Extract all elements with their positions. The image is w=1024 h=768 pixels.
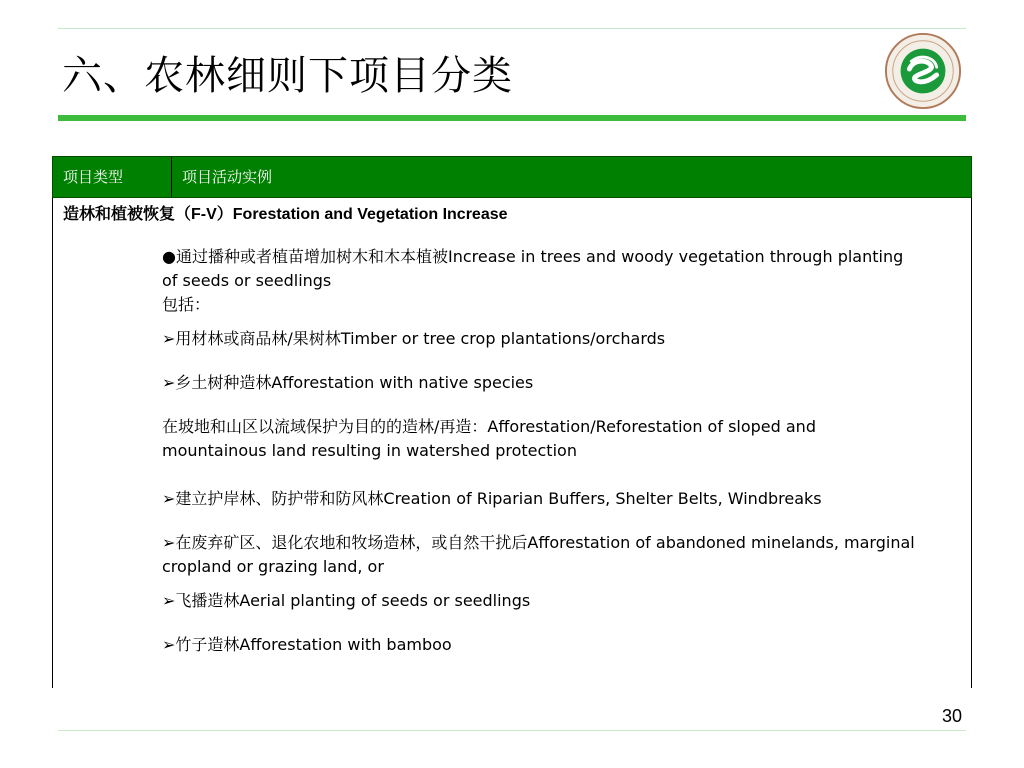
list-item-text: 包括：	[162, 295, 211, 314]
arrow-bullet-icon: ➢	[162, 635, 176, 654]
list-item	[162, 589, 922, 613]
list-item	[162, 531, 922, 579]
list-item-text: 飞播造林Aerial planting of seeds or seedlings	[175, 591, 531, 610]
list-item	[162, 487, 922, 511]
list-item-text: 乡土树种造林Afforestation with native species	[175, 373, 534, 392]
list-item	[162, 633, 922, 657]
list-item-text: 通过播种或者植苗增加树木和木本植被Increase in trees and woody vegetation through planting of seeds or seedlings	[162, 247, 904, 290]
column-header-project-type: 项目类型	[53, 157, 172, 197]
list-item-text: 竹子造林Afforestation with bamboo	[175, 635, 452, 654]
list-item	[162, 327, 922, 351]
list-item-text: 在坡地和山区以流域保护为目的的造林/再造：Afforestation/Reforestation of sloped and mountainous land resulting in watershed protection	[162, 417, 816, 460]
list-item-text: 用材林或商品林/果树林Timber or tree crop plantations/orchards	[175, 329, 666, 348]
slide-title: 六、农林细则下项目分类	[62, 53, 513, 99]
list-item	[162, 371, 922, 395]
table-body	[52, 198, 972, 688]
column-header-activity-examples: 项目活动实例	[182, 168, 273, 186]
footer-divider	[58, 730, 966, 731]
arrow-bullet-icon: ➢	[162, 489, 176, 508]
list-item	[162, 415, 922, 463]
arrow-bullet-icon: ➢	[162, 533, 176, 552]
arrow-bullet-icon: ➢	[162, 591, 176, 610]
arrow-bullet-icon: ➢	[162, 373, 176, 392]
project-table	[52, 156, 972, 688]
title-underline-bar	[58, 115, 966, 121]
green-org-seal-icon	[884, 32, 962, 110]
top-divider	[58, 28, 966, 29]
list-item-text: 在废弃矿区、退化农地和牧场造林，或自然干扰后Afforestation of abandoned minelands, marginal cropland or grazing land, or	[162, 533, 915, 576]
list-item	[162, 293, 922, 317]
table-header-row	[52, 156, 972, 198]
section-heading: 造林和植被恢复（F-V）Forestation and Vegetation Increase	[63, 206, 508, 223]
list-item-text: 建立护岸林、防护带和防风林Creation of Riparian Buffers, Shelter Belts, Windbreaks	[175, 489, 822, 508]
page-number: 30	[941, 706, 962, 726]
list-item	[162, 245, 922, 293]
arrow-bullet-icon: ➢	[162, 329, 176, 348]
bullet-dot-icon: ●	[162, 247, 176, 266]
